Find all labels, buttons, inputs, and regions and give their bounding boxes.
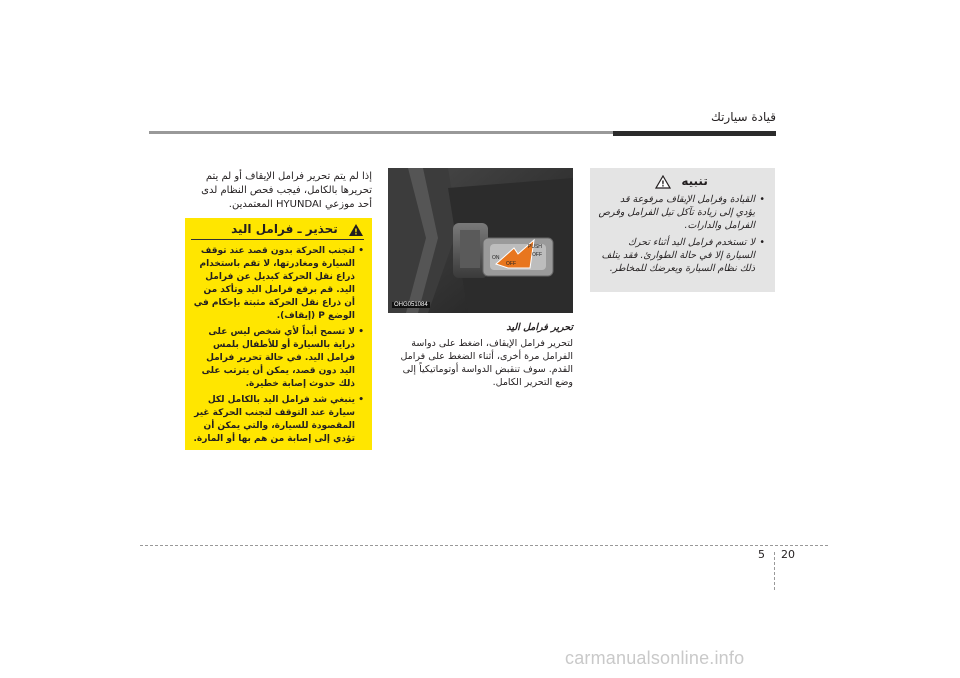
watermark: carmanualsonline.info [565, 648, 745, 668]
header-rule-accent [613, 131, 776, 136]
notice-box [590, 168, 775, 292]
warning-title: تحذير ـ فرامل اليد [231, 222, 338, 236]
photo-caption: OHG051084 [394, 302, 428, 308]
release-heading: تحرير فرامل اليد [506, 322, 573, 333]
warning-box [185, 218, 372, 450]
footer-rule [140, 545, 828, 546]
warning-item: • لتجنب الحركة بدون قصد عند توقف السيارة ومغادرتها، لا تقم باستخدام ذراع نقل الحركة كبديل عن فرامل اليد. قم برفع فرامل اليد وتأكد من أن ذراع نقل الحركة مثبتة بإحكام في الوضع P (إيقاف). [191, 245, 364, 323]
parking-brake-photo [388, 168, 573, 313]
release-paragraph: لتحرير فرامل الإيقاف، اضغط على دواسة الفرامل مرة أخرى، أثناء الضغط على فرامل القدم. سوف تنقبض الدواسة أوتوماتيكياً إلى وضع التحرير الكامل. [400, 338, 573, 388]
section-title: قيادة سيارتك [710, 110, 776, 124]
warning-item: • ينبغي شد فرامل اليد بالكامل لكل سيارة عند التوقف لتجنب الحركة غير المقصودة للسيارة، والتي يمكن أن تؤدي إلى إصابة من هم بها أو المارة. [191, 394, 364, 446]
switch-label: ON [492, 255, 500, 261]
switch-label: PUSH [528, 244, 542, 250]
warning-triangle-icon [348, 223, 364, 237]
intro-paragraph: إذا لم يتم تحرير فرامل الإيقاف أو لم يتم تحريرها بالكامل، فيجب فحص النظام لدى أحد موزعي HYUNDAI المعتمدين. [201, 171, 372, 210]
warning-item: • لا تسمح أبداً لأي شخص ليس على دراية بالسيارة أو للأطفال بلمس فرامل اليد. في حالة تحرير فرامل اليد دون قصد، يمكن أن يترتب على ذلك حدوث إصابة خطيرة. [191, 326, 364, 391]
notice-item: • لا تستخدم فرامل اليد أثناء تحرك السيارة إلا في حالة الطوارئ. فقد يتلف ذلك نظام السيارة ويعرضك للمخاطر. [598, 236, 765, 275]
switch-label: OFF [506, 261, 516, 267]
svg-text:!: ! [661, 179, 665, 188]
notice-header [598, 174, 765, 189]
svg-text:!: ! [354, 227, 358, 236]
section-number: 5 [758, 548, 765, 561]
switch-label: OFF [532, 252, 542, 258]
page-number: 20 [781, 548, 795, 561]
warning-header [191, 222, 364, 240]
notice-item: • القيادة وفرامل الإيقاف مرفوعة قد يؤدي إلى زيادة تآكل تيل الفرامل وقرص الفرامل والدارات. [598, 193, 765, 232]
footer-divider [774, 552, 775, 590]
caution-triangle-icon [655, 175, 671, 189]
notice-title: تنبيه [681, 174, 708, 188]
